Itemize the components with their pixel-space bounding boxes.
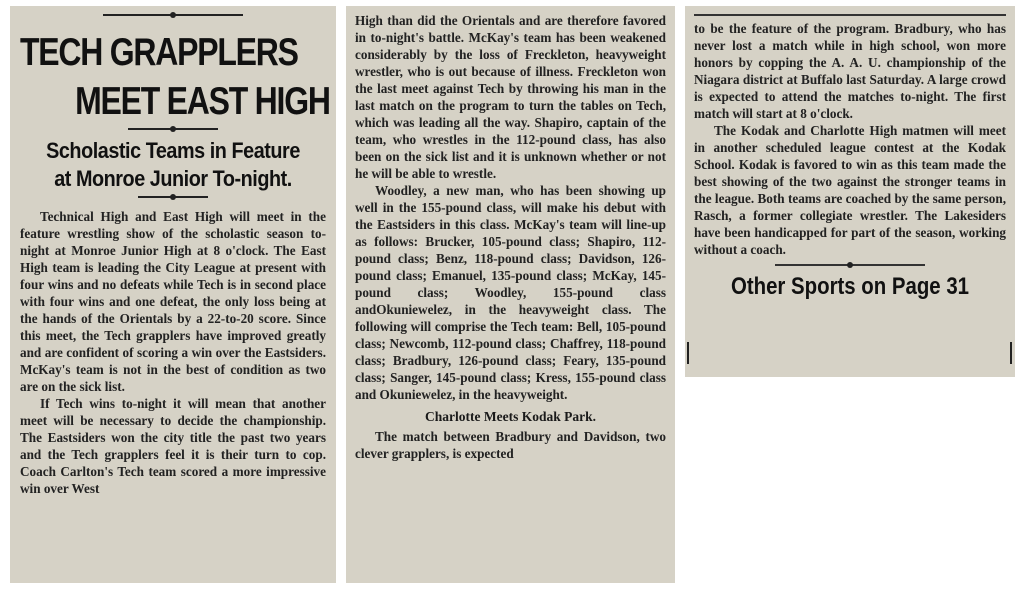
article-paragraph: Technical High and East High will meet in the feature wrestling show of the scholastic season to-night at Monroe Junior High at 8 o'clock. The East High team is leading the City League at present with four wins and no defeats while Tech is in second place with four wins and one defeat, the only loss being at the hands of the Orientals by a 22-to-20 score. Since this meet, the Tech grapplers have improved greatly and are confident of scoring a win over the Eastsiders. McKay's team is not in the best of condition as two are on the sick list. [20, 209, 326, 394]
article-paragraph: The Kodak and Charlotte High matmen will meet in another scheduled league contest at the Kodak School. Kodak is favored to win as this team made the best showing of the two against the stronger teams in the league. Both teams are coached by the same person, Rasch, a former collegiate wrestler. The Lakesiders have been handicapped for part of the season, working without a coach. [694, 123, 1006, 257]
article-paragraph: Woodley, a new man, who has been showing up well in the 155-pound class, will make his debut with the Eastsiders in this class. McKay's team will line-up as follows: Brucker, 105-pound class; Shapiro, 112-pound class; Benz, 118-pound class; Davidson, 126-pound class; Emanuel, 135-pound class; McKay, 145-pound class; Woodley, 155-pound class andOkuniewelez, in the heavyweight class. The following will comprise the Tech team: Bell, 105-pound class; Newcomb, 112-pound class; Chaffrey, 118-pound class; Bradbury, 126-pound class; Feary, 135-pound class; Sanger, 145-pound class; Kress, 155-pound class and Okuniewelez, in the heavyweight. [355, 183, 666, 402]
section-heading: Charlotte Meets Kodak Park. [425, 409, 596, 424]
column-3 [685, 6, 1015, 377]
article-paragraph: If Tech wins to-night it will mean that another meet will be necessary to decide the championship. The Eastsiders won the city title the past two years and the Tech grapplers feel it is their turn to cop. Coach Carlton's Tech team scored a more impressive win over West [20, 396, 326, 496]
ornamental-rule [775, 264, 925, 266]
article-paragraph: High than did the Orientals and are therefore favored in to-night's battle. McKay's team has been weakened considerably by the loss of Freckleton, heavyweight wrestler, who is out because of illness. Freckleton won the last meet against Tech by throwing his man in the last match on the program to turn the tables on Tech, which was leading all the way. Shapiro, captain of the team, who wrestles in the 112-pound class, has also been on the sick list and it is unknown whether or not he will be able to wrestle. [355, 13, 666, 181]
column-2 [346, 6, 675, 583]
column-1 [10, 6, 336, 583]
footer-note: Other Sports on Page 31 [730, 273, 970, 300]
border-bar [687, 342, 689, 364]
headline-line-2: MEET EAST HIGH [75, 80, 330, 123]
ornamental-rule [128, 128, 218, 130]
headline-line-1: TECH GRAPPLERS [20, 31, 298, 74]
ornamental-rule [138, 196, 208, 198]
ornamental-rule [103, 14, 243, 16]
top-rule [694, 14, 1006, 16]
border-bar [1010, 342, 1012, 364]
article-paragraph: The match between Bradbury and Davidson, two clever grapplers, is expected [355, 429, 666, 461]
article-paragraph: to be the feature of the program. Bradbury, who has never lost a match while in high school, won more honors by copping the A. A. U. championship of the Niagara district at Buffalo last Saturday. A large crowd is expected to attend the matches to-night. The first match will start at 8 o'clock. [694, 21, 1006, 121]
subheadline: Scholastic Teams in Feature at Monroe Junior To-night. [46, 138, 300, 191]
